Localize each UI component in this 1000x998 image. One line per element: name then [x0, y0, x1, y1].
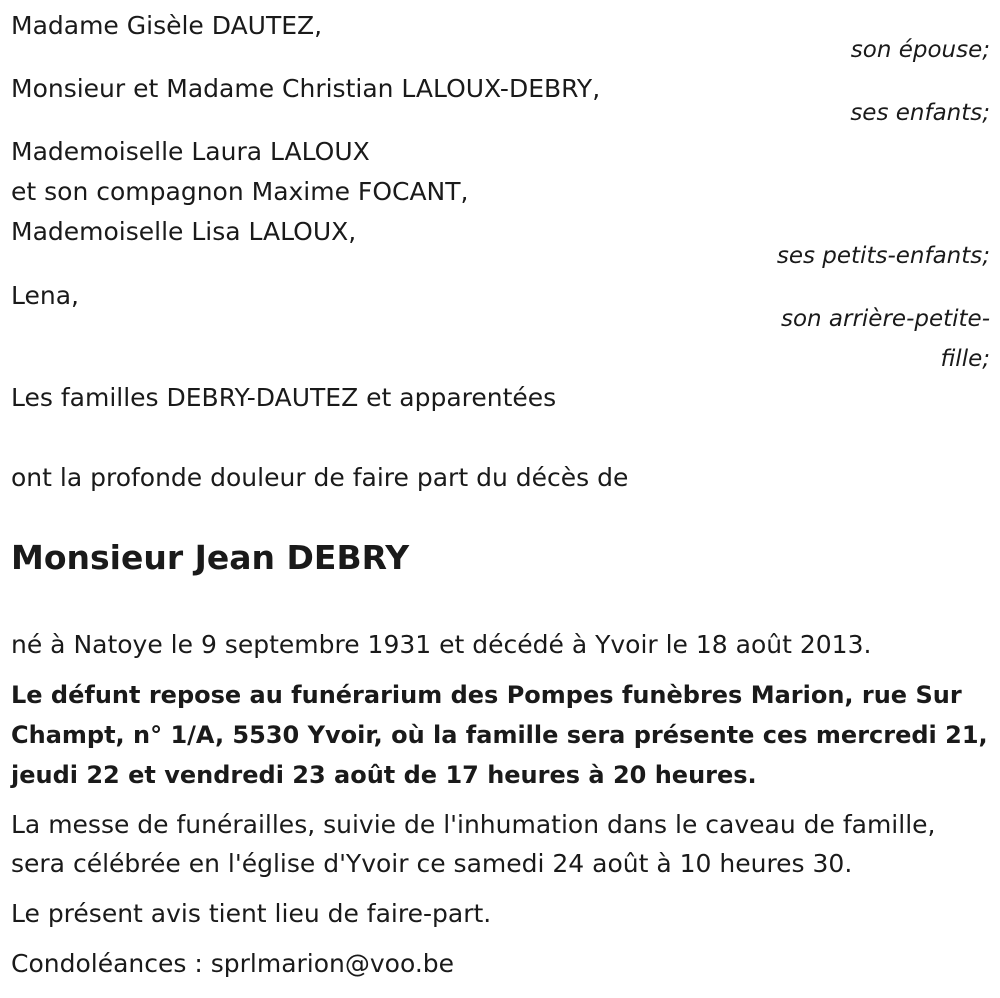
relation-great-grandchild-line1: son arrière-petite-: [780, 306, 990, 332]
family-member-grandchild-2: Mademoiselle Lisa LALOUX,: [11, 217, 357, 246]
relation-spouse: son épouse;: [850, 37, 990, 63]
family-member-spouse: Madame Gisèle DAUTEZ,: [11, 11, 323, 40]
notice-text: Le présent avis tient lieu de faire-part.: [11, 899, 492, 928]
mass-line-1: La messe de funérailles, suivie de l'inhumation dans le caveau de famille,: [11, 810, 936, 839]
funeral-home-line-3: jeudi 22 et vendredi 23 août de 17 heures à 20 heures.: [11, 761, 757, 789]
deceased-name: Monsieur Jean DEBRY: [11, 538, 410, 577]
related-families: Les familles DEBRY-DAUTEZ et apparentées: [11, 383, 557, 412]
relation-children: ses enfants;: [850, 100, 990, 126]
relation-great-grandchild-line2: fille;: [940, 346, 990, 372]
condolences-contact: Condoléances : sprlmarion@voo.be: [11, 949, 455, 978]
mass-line-2: sera célébrée en l'église d'Yvoir ce samedi 24 août à 10 heures 30.: [11, 849, 853, 878]
family-member-children: Monsieur et Madame Christian LALOUX-DEBRY,: [11, 74, 601, 103]
relation-grandchildren: ses petits-enfants;: [776, 243, 990, 269]
birth-death-info: né à Natoye le 9 septembre 1931 et décédé à Yvoir le 18 août 2013.: [11, 630, 872, 659]
funeral-home-line-2: Champt, n° 1/A, 5530 Yvoir, où la famille sera présente ces mercredi 21,: [11, 721, 988, 749]
family-member-grandchild-1: Mademoiselle Laura LALOUX: [11, 137, 370, 166]
family-member-great-grandchild: Lena,: [11, 281, 79, 310]
funeral-home-line-1: Le défunt repose au funérarium des Pompes funèbres Marion, rue Sur: [11, 681, 962, 709]
family-member-grandchild-partner: et son compagnon Maxime FOCANT,: [11, 177, 469, 206]
announcement-text: ont la profonde douleur de faire part du décès de: [11, 463, 629, 492]
